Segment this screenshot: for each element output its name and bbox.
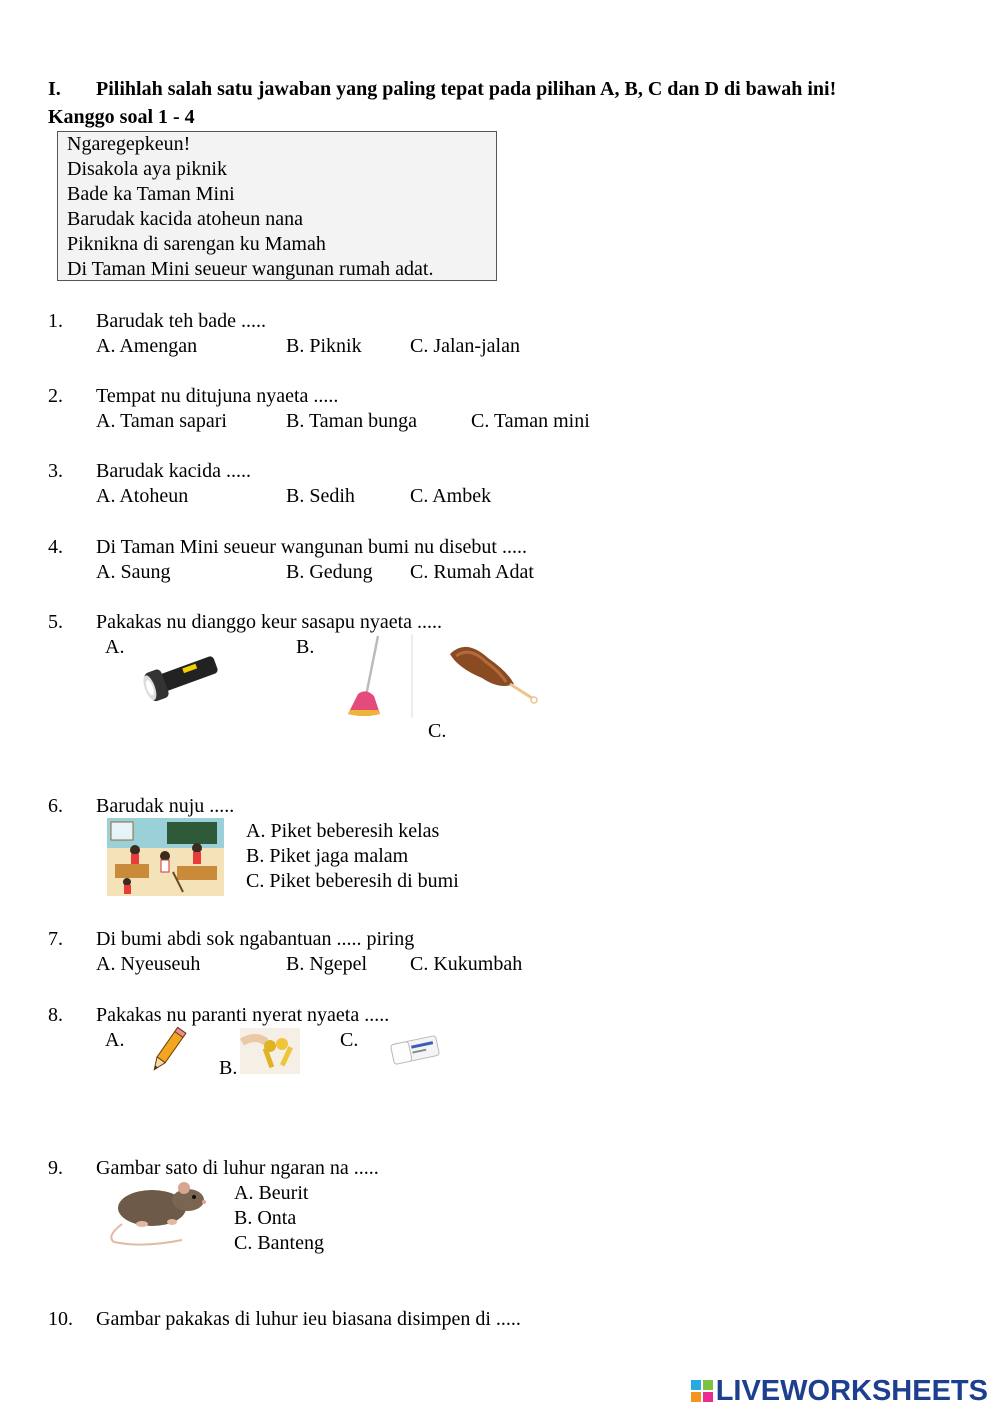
question-text: Pakakas nu dianggo keur sasapu nyaeta ..... bbox=[96, 611, 443, 633]
question-number: 3. bbox=[48, 460, 63, 482]
question-number: 5. bbox=[48, 611, 63, 633]
question-text: Di bumi abdi sok ngabantuan ..... piring bbox=[96, 928, 415, 950]
option-b[interactable]: B. Ngepel bbox=[286, 953, 368, 975]
passage-line: Ngaregepkeun! bbox=[67, 133, 191, 155]
option-c[interactable]: C. Taman mini bbox=[471, 410, 590, 432]
option-a[interactable]: A. bbox=[105, 1029, 125, 1051]
option-c[interactable]: C. Kukumbah bbox=[410, 953, 523, 975]
question-number: 6. bbox=[48, 795, 63, 817]
logo-blocks-icon bbox=[691, 1380, 713, 1402]
option-a[interactable]: A. Nyeuseuh bbox=[96, 953, 201, 975]
feather-duster-icon[interactable] bbox=[444, 638, 540, 706]
question-text: Barudak teh bade ..... bbox=[96, 310, 266, 332]
option-c[interactable]: C. Ambek bbox=[410, 485, 492, 507]
pencil-icon[interactable] bbox=[146, 1024, 190, 1076]
question-number: 1. bbox=[48, 310, 63, 332]
option-a[interactable]: A. bbox=[105, 636, 125, 658]
option-c[interactable]: C. bbox=[428, 720, 447, 742]
question-number: 7. bbox=[48, 928, 63, 950]
option-b[interactable]: B. Piket jaga malam bbox=[246, 845, 409, 867]
passage-line: Piknikna di sarengan ku Mamah bbox=[67, 233, 326, 255]
option-b[interactable]: B. bbox=[219, 1057, 238, 1079]
section-instruction: Pilihlah salah satu jawaban yang paling tepat pada pilihan A, B, C dan D di bawah ini! bbox=[96, 78, 837, 100]
question-text: Tempat nu ditujuna nyaeta ..... bbox=[96, 385, 339, 407]
brand-name: LIVEWORKSHEETS bbox=[715, 1374, 988, 1407]
option-b[interactable]: B. Gedung bbox=[286, 561, 373, 583]
option-c[interactable]: C. Jalan-jalan bbox=[410, 335, 520, 357]
passage-line: Bade ka Taman Mini bbox=[67, 183, 235, 205]
option-b[interactable]: B. Piknik bbox=[286, 335, 362, 357]
liveworksheets-logo bbox=[691, 1374, 988, 1406]
question-number: 4. bbox=[48, 536, 63, 558]
question-text: Gambar sato di luhur ngaran na ..... bbox=[96, 1157, 379, 1179]
option-a[interactable]: A. Amengan bbox=[96, 335, 198, 357]
flashlight-icon[interactable] bbox=[140, 648, 230, 703]
classroom-cleaning-picture bbox=[107, 818, 224, 896]
question-text: Di Taman Mini seueur wangunan bumi nu disebut ..... bbox=[96, 536, 527, 558]
passage-line: Di Taman Mini seueur wangunan rumah adat. bbox=[67, 258, 434, 280]
keys-icon[interactable] bbox=[240, 1028, 300, 1074]
option-a[interactable]: A. Taman sapari bbox=[96, 410, 227, 432]
question-number: 8. bbox=[48, 1004, 63, 1026]
option-c[interactable]: C. Banteng bbox=[234, 1232, 324, 1254]
option-a[interactable]: A. Atoheun bbox=[96, 485, 189, 507]
option-c[interactable]: C. bbox=[340, 1029, 359, 1051]
question-number: 9. bbox=[48, 1157, 63, 1179]
passage-line: Barudak kacida atoheun nana bbox=[67, 208, 304, 230]
question-number: 10. bbox=[48, 1308, 73, 1330]
option-a[interactable]: A. Beurit bbox=[234, 1182, 309, 1204]
section-numeral: I. bbox=[48, 78, 61, 100]
eraser-icon[interactable] bbox=[388, 1030, 442, 1070]
rat-picture bbox=[102, 1178, 212, 1248]
option-a[interactable]: A. Saung bbox=[96, 561, 171, 583]
question-number: 2. bbox=[48, 385, 63, 407]
question-text: Barudak nuju ..... bbox=[96, 795, 235, 817]
option-b[interactable]: B. Taman bunga bbox=[286, 410, 417, 432]
option-b[interactable]: B. Onta bbox=[234, 1207, 297, 1229]
question-text: Barudak kacida ..... bbox=[96, 460, 251, 482]
option-b[interactable]: B. bbox=[296, 636, 315, 658]
option-a[interactable]: A. Piket beberesih kelas bbox=[246, 820, 440, 842]
option-c[interactable]: C. Rumah Adat bbox=[410, 561, 534, 583]
question-text: Pakakas nu paranti nyerat nyaeta ..... bbox=[96, 1004, 390, 1026]
passage-line: Disakola aya piknik bbox=[67, 158, 227, 180]
passage-heading: Kanggo soal 1 - 4 bbox=[48, 106, 195, 128]
reading-passage bbox=[57, 131, 497, 281]
broom-icon[interactable] bbox=[332, 634, 414, 718]
option-c[interactable]: C. Piket beberesih di bumi bbox=[246, 870, 459, 892]
question-text: Gambar pakakas di luhur ieu biasana disimpen di ..... bbox=[96, 1308, 521, 1330]
option-b[interactable]: B. Sedih bbox=[286, 485, 355, 507]
